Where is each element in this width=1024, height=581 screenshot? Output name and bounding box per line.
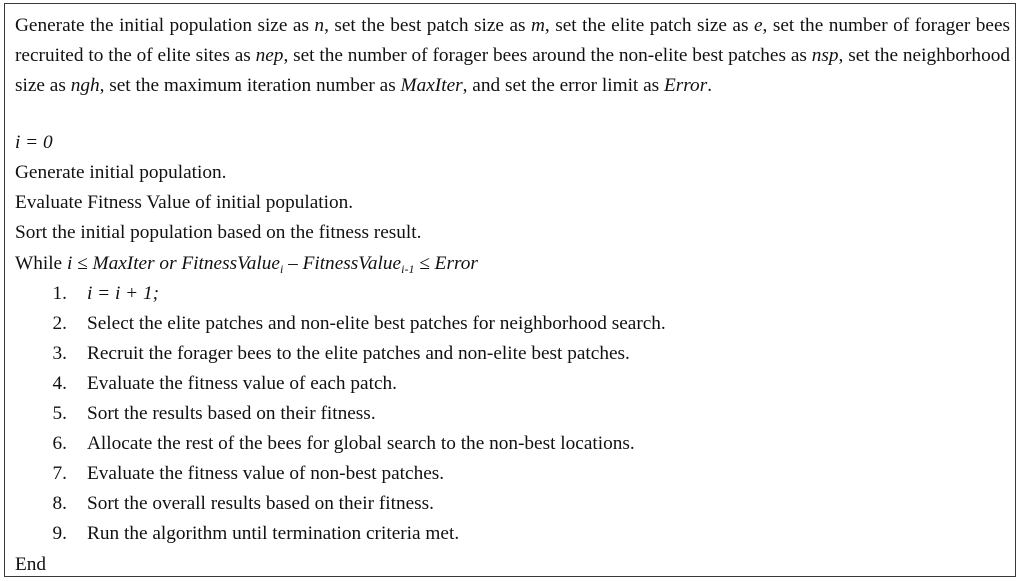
intro-text: , set the neighborhood size as bbox=[15, 45, 1010, 96]
sort-population-line: Sort the initial population based on the fitness result. bbox=[15, 222, 422, 243]
intro-text: , and set the error limit as bbox=[462, 75, 664, 96]
var-ngh: ngh bbox=[70, 75, 100, 96]
while-condition-part: – FitnessValue bbox=[283, 253, 402, 274]
step-text: Select the elite patches and non-elite best patches for neighborhood search. bbox=[87, 313, 666, 334]
algorithm-box bbox=[4, 3, 1016, 577]
intro-text: , set the number of forager bees recruited to the of elite sites as bbox=[15, 15, 1011, 66]
step-text: Evaluate the fitness value of each patch. bbox=[87, 373, 397, 394]
step-number: 6. bbox=[52, 433, 67, 454]
step-number: 1. bbox=[52, 283, 67, 304]
var-nep: nep bbox=[255, 45, 284, 66]
var-n: n bbox=[314, 15, 325, 36]
step-text: Evaluate the fitness value of non-best patches. bbox=[87, 463, 445, 484]
while-condition-part: i ≤ MaxIter or FitnessValue bbox=[66, 253, 280, 274]
var-error: Error bbox=[663, 75, 708, 96]
var-e: e bbox=[753, 15, 763, 36]
step-number: 9. bbox=[52, 523, 67, 544]
while-condition-part: ≤ Error bbox=[414, 253, 478, 274]
step-text: i = i + 1; bbox=[87, 283, 160, 304]
var-nsp: nsp bbox=[811, 45, 839, 66]
subscript: i bbox=[279, 262, 284, 276]
step-text: Sort the overall results based on their fitness. bbox=[87, 493, 434, 514]
generate-population-line: Generate initial population. bbox=[15, 162, 227, 183]
step-number: 7. bbox=[52, 463, 67, 484]
var-maxiter: MaxIter bbox=[400, 75, 463, 96]
step-number: 3. bbox=[52, 343, 67, 364]
while-keyword: While bbox=[15, 253, 67, 274]
step-text: Recruit the forager bees to the elite patches and non-elite best patches. bbox=[87, 343, 630, 364]
init-counter-line bbox=[15, 131, 53, 155]
intro-paragraph bbox=[15, 11, 1010, 101]
intro-text: , set the elite patch size as bbox=[544, 15, 754, 36]
intro-text: . bbox=[707, 75, 713, 96]
step-number: 8. bbox=[52, 493, 67, 514]
subscript: i-1 bbox=[401, 262, 415, 276]
intro-text: , set the best patch size as bbox=[324, 15, 531, 36]
step-number: 4. bbox=[52, 373, 67, 394]
step-text: Allocate the rest of the bees for global search to the non-best locations. bbox=[87, 433, 635, 454]
end-line: End bbox=[15, 554, 47, 575]
step-text: Sort the results based on their fitness. bbox=[87, 403, 376, 424]
step-text: Run the algorithm until termination criteria met. bbox=[87, 523, 460, 544]
step-number: 5. bbox=[52, 403, 67, 424]
intro-text: , set the maximum iteration number as bbox=[99, 75, 401, 96]
init-counter-text: i = 0 bbox=[15, 132, 53, 153]
evaluate-fitness-line: Evaluate Fitness Value of initial population. bbox=[15, 192, 354, 213]
intro-text: Generate the initial population size as bbox=[15, 15, 315, 36]
step-number: 2. bbox=[52, 313, 67, 334]
while-condition-line bbox=[15, 252, 478, 276]
intro-text: , set the number of forager bees around the non-elite best patches as bbox=[283, 45, 812, 66]
var-m: m bbox=[530, 15, 545, 36]
